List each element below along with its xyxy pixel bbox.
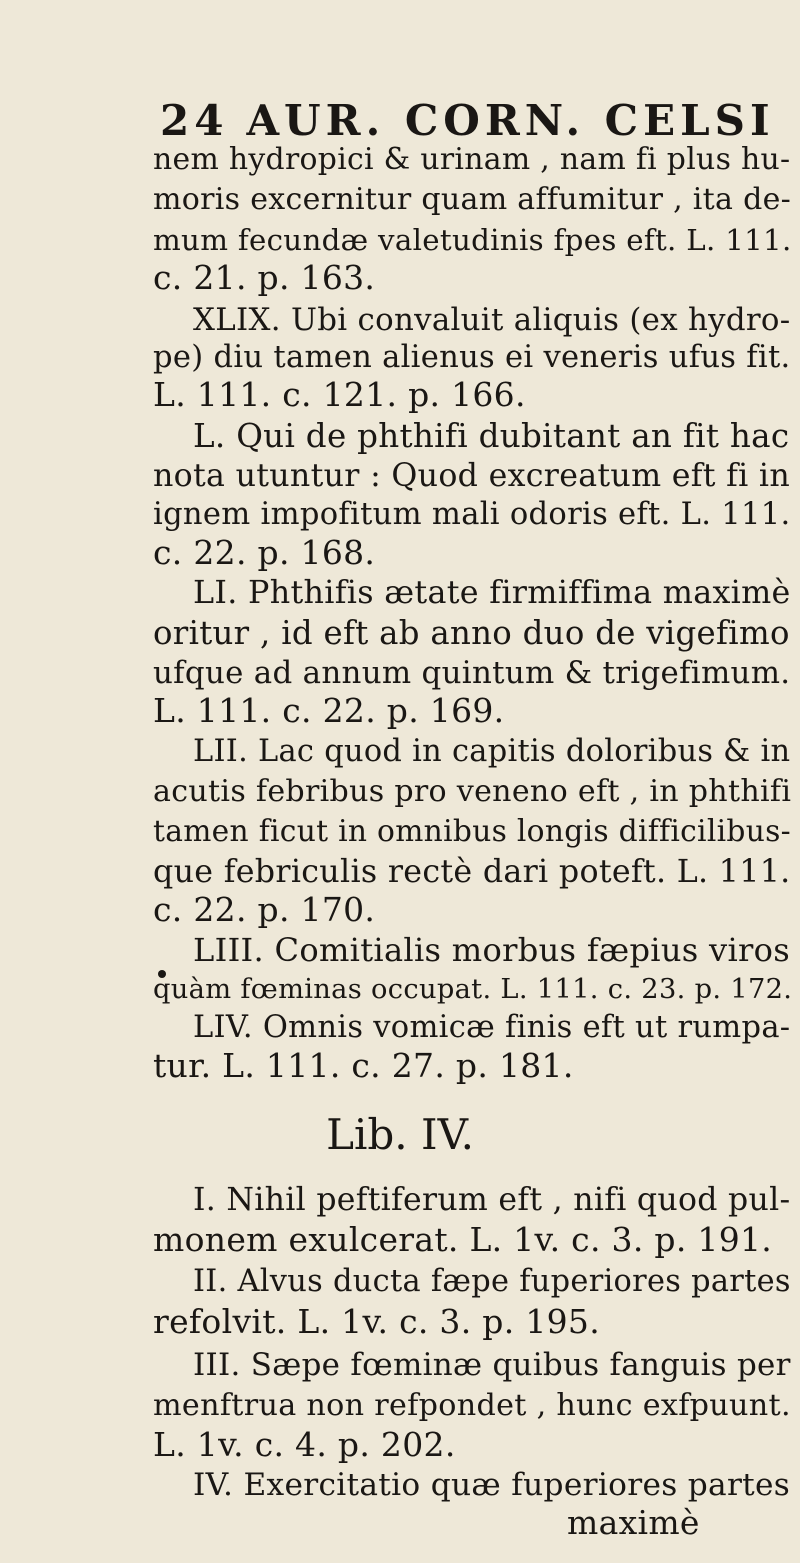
text-line: acutis febribus pro veneno eft , in phthifi	[153, 774, 792, 809]
text-line: nota utuntur : Quod excreatum eft fi in	[153, 458, 791, 494]
text-line: L. 111. c. 22. p. 169.	[153, 691, 505, 730]
text-line: moris excernitur quam affumitur , ita de-	[153, 182, 792, 217]
text-line: pe) diu tamen alienus ei veneris ufus fit.	[153, 340, 791, 375]
text-line: XLIX. Ubi convaluit aliquis (ex hydro-	[193, 302, 791, 338]
text-line: ignem impofitum mali odoris eft. L. 111.	[153, 497, 791, 532]
text-line: mum fecundæ valetudinis fpes eft. L. 111.	[153, 223, 792, 257]
text-line: quàm fœminas occupat. L. 111. c. 23. p. 172.	[153, 974, 793, 1005]
text-line: ufque ad annum quintum & trigefimum.	[153, 655, 791, 691]
text-line: refolvit. L. 1v. c. 3. p. 195.	[153, 1302, 600, 1341]
text-line: L. 111. c. 121. p. 166.	[153, 375, 526, 414]
text-line: c. 22. p. 168.	[153, 533, 376, 572]
text-line: c. 21. p. 163.	[153, 258, 376, 297]
text-line: monem exulcerat. L. 1v. c. 3. p. 191.	[153, 1220, 773, 1259]
text-line: LIII. Comitialis morbus fæpius viros	[193, 931, 791, 969]
page-number: 24	[160, 96, 229, 145]
text-line: L. 1v. c. 4. p. 202.	[153, 1425, 456, 1464]
text-line: menftrua non refpondet , hunc exfpuunt.	[153, 1388, 791, 1423]
text-line: LII. Lac quod in capitis doloribus & in	[193, 734, 791, 769]
text-line: oritur , id eft ab anno duo de vigefimo	[153, 614, 790, 652]
catchword: maximè	[567, 1503, 700, 1542]
running-title: AUR. CORN. CELSI	[246, 96, 775, 145]
text-line: que febriculis rectè dari poteft. L. 111.	[153, 854, 791, 890]
text-line: tur. L. 111. c. 27. p. 181.	[153, 1046, 574, 1085]
text-line: II. Alvus ducta fæpe fuperiores partes	[193, 1264, 791, 1299]
text-line: c. 22. p. 170.	[153, 890, 376, 929]
text-line: I. Nihil peftiferum eft , nifi quod pul-	[193, 1182, 791, 1218]
text-line: L. Qui de phthifi dubitant an fit hac	[193, 417, 790, 455]
text-line: LI. Phthifis ætate firmiffima maximè	[193, 575, 791, 611]
text-line: LIV. Omnis vomicæ finis eft ut rumpa-	[193, 1010, 791, 1045]
running-header	[160, 96, 775, 145]
text-line: IV. Exercitatio quæ fuperiores partes	[193, 1467, 791, 1503]
text-line: III. Sæpe fœminæ quibus fanguis per	[193, 1347, 791, 1383]
text-line: tamen ficut in omnibus longis difficilibus-	[153, 814, 792, 849]
book-heading: Lib. IV.	[326, 1110, 474, 1159]
text-line: nem hydropici & urinam , nam fi plus hu-	[153, 142, 791, 177]
